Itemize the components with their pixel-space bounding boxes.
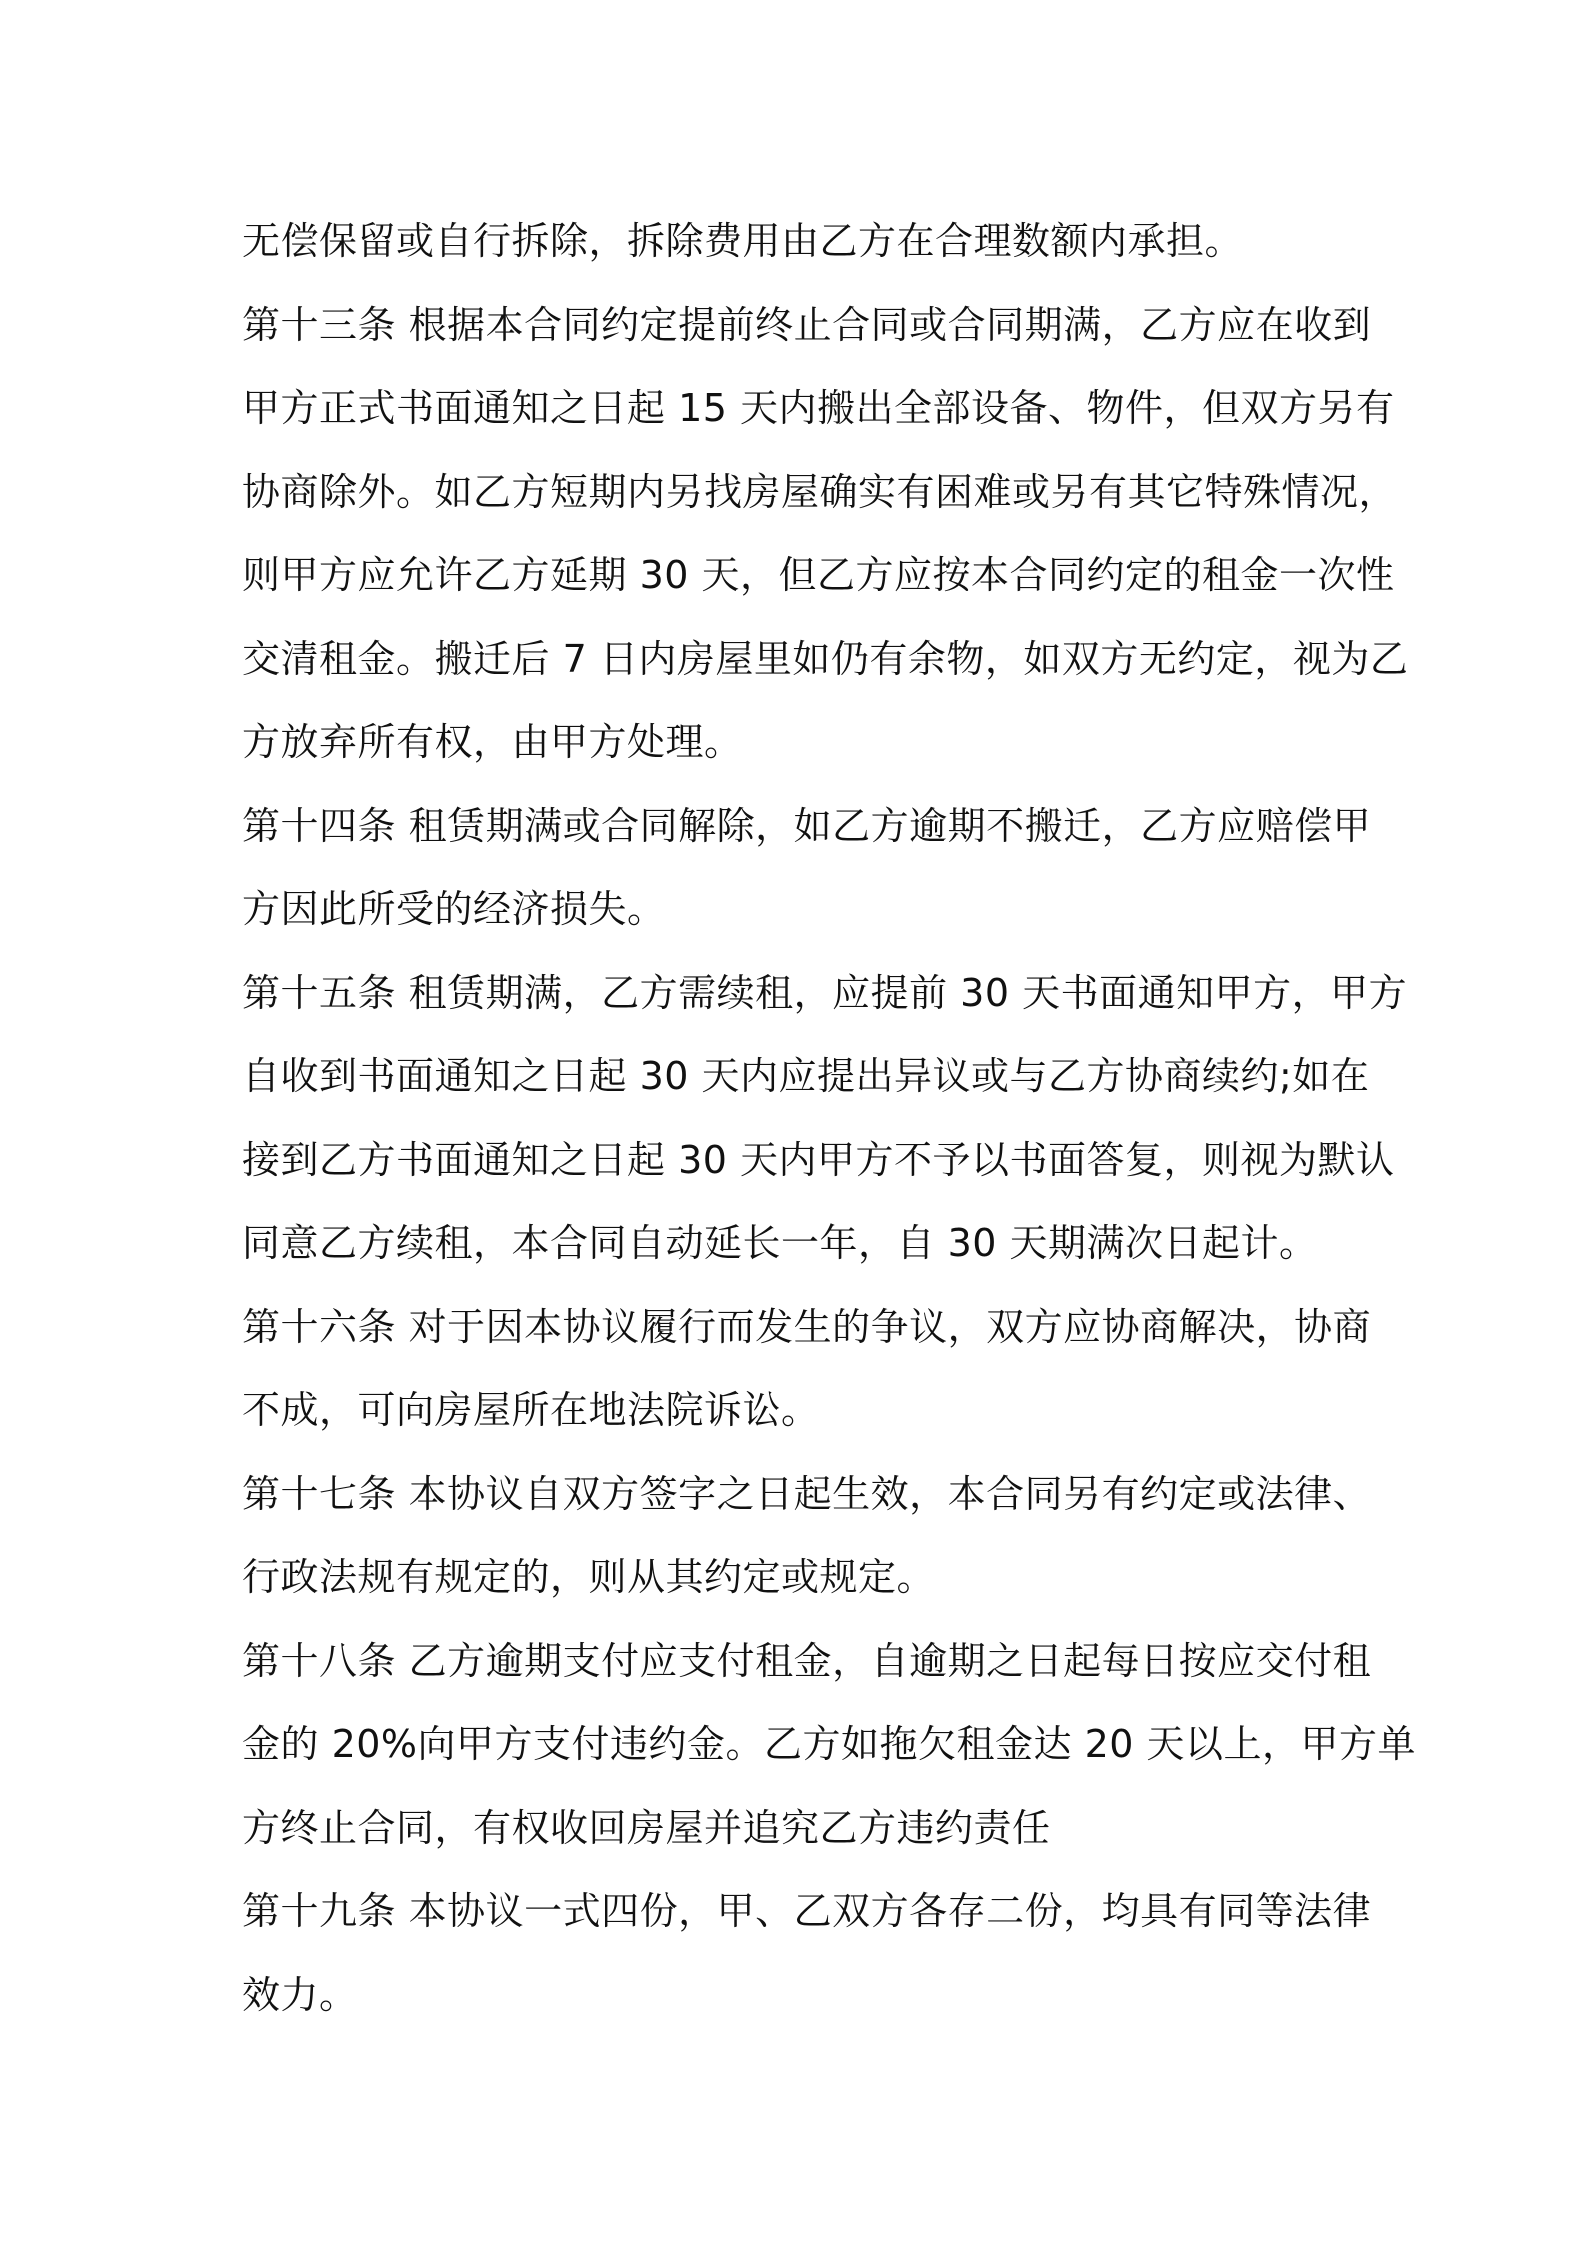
contract-text — [242, 200, 1417, 2037]
article-13-line-4: 则甲方应允许乙方延期 30 天，但乙方应按本合同约定的租金一次性 — [242, 553, 1395, 597]
article-15-line-1: 第十五条 租赁期满，乙方需续租，应提前 30 天书面通知甲方，甲方 — [242, 970, 1408, 1015]
article-14-line-1: 第十四条 租赁期满或合同解除，如乙方逾期不搬迁，乙方应赔偿甲 — [242, 803, 1372, 848]
text-line: 无偿保留或自行拆除，拆除费用由乙方在合理数额内承担。 — [242, 219, 1244, 263]
article-13-line-2: 甲方正式书面通知之日起 15 天内搬出全部设备、物件，但双方另有 — [242, 386, 1395, 430]
article-19-line-2: 效力。 — [242, 1972, 358, 2017]
article-15-line-3: 接到乙方书面通知之日起 30 天内甲方不予以书面答复，则视为默认 — [242, 1137, 1395, 1182]
article-16-line-1: 第十六条 对于因本协议履行而发生的争议，双方应协商解决，协商 — [242, 1304, 1372, 1349]
article-13-line-6: 方放弃所有权，由甲方处理。 — [242, 720, 743, 764]
article-13-line-3: 协商除外。如乙方短期内另找房屋确实有困难或另有其它特殊情况， — [242, 469, 1398, 514]
article-13-line-1: 第十三条 根据本合同约定提前终止合同或合同期满，乙方应在收到 — [242, 302, 1372, 347]
article-19-line-1: 第十九条 本协议一式四份，甲、乙双方各存二份，均具有同等法律 — [242, 1889, 1372, 1933]
article-17-line-1: 第十七条 本协议自双方签字之日起生效，本合同另有约定或法律、 — [242, 1471, 1372, 1516]
article-17-line-2: 行政法规有规定的，则从其约定或规定。 — [242, 1555, 936, 1599]
article-14-line-2: 方因此所受的经济损失。 — [242, 887, 666, 931]
article-16-line-2: 不成，可向房屋所在地法院诉讼。 — [242, 1388, 820, 1432]
article-15-line-2: 自收到书面通知之日起 30 天内应提出异议或与乙方协商续约;如在 — [242, 1054, 1370, 1098]
article-18-line-2: 金的 20%向甲方支付违约金。乙方如拖欠租金达 20 天以上，甲方单 — [242, 1722, 1417, 1766]
article-13-line-5: 交清租金。搬迁后 7 日内房屋里如仍有余物，如双方无约定，视为乙 — [242, 636, 1409, 681]
article-18-line-3: 方终止合同，有权收回房屋并追究乙方违约责任 — [242, 1805, 1051, 1850]
article-15-line-4: 同意乙方续租，本合同自动延长一年，自 30 天期满次日起计。 — [242, 1221, 1318, 1265]
article-18-line-1: 第十八条 乙方逾期支付应支付租金，自逾期之日起每日按应交付租 — [242, 1638, 1372, 1683]
